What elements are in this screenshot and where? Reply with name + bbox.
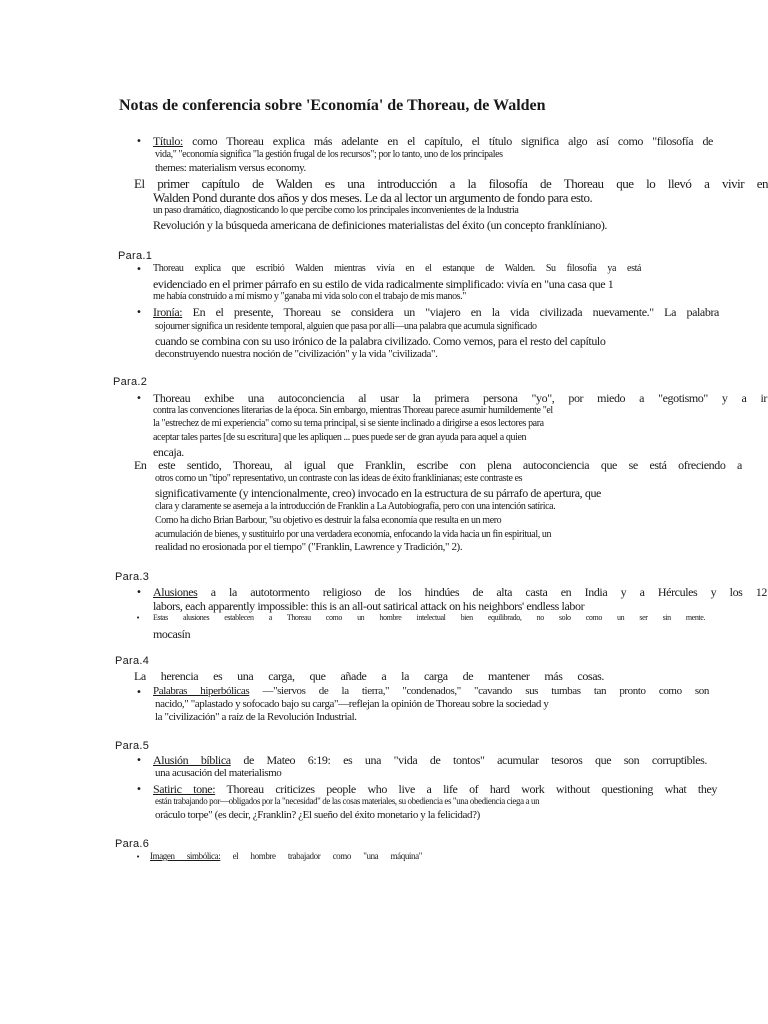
para3-bullet-1-line-1: Alusiones a la autotormento religioso de los hindúes de alta casta en India y a Hércules y los 12 bbox=[153, 585, 767, 599]
section-heading-para-2: Para.2 bbox=[113, 376, 148, 388]
para1-bullet-1-line-3: me había construido a mí mismo y "ganaba mi vida solo con el trabajo de mis manos." bbox=[153, 291, 466, 302]
intro-paragraph-line-3: un paso dramático, diagnosticando lo que percibe como los principales inconvenientes de la Industria bbox=[153, 205, 519, 216]
para4-bullet-1-line-3: la "civilización" a raíz de la Revolución Industrial. bbox=[155, 711, 357, 723]
para5-bullet-2-line-2: están trabajando por—obligados por la "necesidad" de las cosas materiales, su obediencia es "una obediencia ciega a un bbox=[155, 796, 540, 806]
para2-paragraph-line-1: En este sentido, Thoreau, al igual que Franklin, escribe con plena autoconciencia que se está ofreciendo a bbox=[134, 458, 742, 472]
para6-bullet-1-line-1: Imagen simbólica: el hombre trabajador como "una máquina" bbox=[150, 851, 422, 861]
section-heading-para-5: Para.5 bbox=[115, 740, 150, 752]
para1-bullet-2-line-3: cuando se combina con su uso irónico de la palabra civilizado. Como vemos, para el resto del capítulo bbox=[155, 334, 606, 348]
bullet: • bbox=[136, 587, 142, 598]
intro-paragraph-line-1: El primer capítulo de Walden es una introducción a la filosofía de Thoreau que lo llevó a vivir en bbox=[134, 176, 768, 191]
section-heading-para-3: Para.3 bbox=[115, 571, 150, 583]
para2-paragraph-line-2: otros como un "tipo" representativo, un contraste con las ideas de éxito franklinianas; este contraste es bbox=[155, 473, 523, 484]
para1-bullet-1-line-1: Thoreau explica que escribió Walden mientras vivía en el estanque de Walden. Su filosofía ya está bbox=[153, 263, 641, 274]
bullet: • bbox=[136, 393, 142, 404]
document-title: Notas de conferencia sobre 'Economía' de Thoreau, de Walden bbox=[119, 97, 546, 114]
symbolic-image-label: Imagen simbólica: bbox=[150, 851, 221, 861]
para2-paragraph-line-6: acumulación de bienes, y sustituirlo por una verdadera economía, enfocando la vida hacia un fin espiritual, un bbox=[155, 529, 552, 540]
para2-bullet-1-line-3: la "estrechez de mi experiencia" como su tema principal, si se siente inclinado a dirigirse a esos lectores para bbox=[153, 418, 544, 429]
satiric-tone-label: Satiric tone: bbox=[153, 782, 216, 796]
intro-bullet-1-line-1: Título: como Thoreau explica más adelante en el capítulo, el título significa algo así como "filosofía de bbox=[153, 134, 713, 148]
para3-bullet-2-line-2: mocasín bbox=[153, 627, 191, 641]
bullet: • bbox=[136, 687, 142, 698]
section-heading-para-1: Para.1 bbox=[118, 250, 153, 262]
bullet: • bbox=[136, 755, 142, 766]
hyperbolic-words-label: Palabras hiperbólicas bbox=[153, 685, 250, 697]
bullet: • bbox=[136, 784, 142, 795]
allusions-label: Alusiones bbox=[153, 585, 198, 599]
para1-bullet-2-line-1: Ironía: En el presente, Thoreau se considera un "viajero en la vida civilizada nuevamente." La palabra bbox=[153, 305, 719, 319]
para5-bullet-2-line-1: Satiric tone: Thoreau criticizes people who live a life of hard work without questioning what they bbox=[153, 782, 717, 796]
irony-label: Ironía: bbox=[153, 305, 183, 319]
para4-bullet-1-line-1: Palabras hiperbólicas —"siervos de la tierra," "condenados," "cavando sus tumbas tan pronto como son bbox=[153, 685, 709, 697]
para5-bullet-1-line-1: Alusión bíblica de Mateo 6:19: es una "vida de tontos" acumular tesoros que son corruptibles. bbox=[153, 753, 707, 767]
intro-bullet-1-line-2: vida," "economía significa "la gestión frugal de los recursos"; por lo tanto, uno de los principales bbox=[155, 149, 503, 160]
section-heading-para-6: Para.6 bbox=[115, 838, 150, 850]
para5-bullet-2-line-3: oráculo torpe" (es decir, ¿Franklin? ¿El sueño del éxito monetario y la felicidad?) bbox=[155, 809, 480, 821]
para1-bullet-2-line-4: deconstruyendo nuestra noción de "civilización" y la vida "civilizada". bbox=[155, 348, 438, 360]
bullet: • bbox=[136, 853, 141, 861]
para4-bullet-1-line-2: nacido," "aplastado y sofocado bajo su carga"—reflejan la opinión de Thoreau sobre la sociedad y bbox=[155, 698, 549, 710]
section-heading-para-4: Para.4 bbox=[115, 655, 150, 667]
bullet: • bbox=[136, 136, 142, 147]
intro-bullet-1-line-3: themes: materialism versus economy. bbox=[155, 162, 306, 174]
para3-bullet-1-line-2: labors, each apparently impossible: this is an all-out satirical attack on his neighbors' endless labor bbox=[153, 599, 585, 613]
title-label: Título: bbox=[153, 134, 183, 148]
para2-bullet-1-line-4: aceptar tales partes [de su escritura] que les apliquen ... pues puede ser de gran ayuda para aquel a quien bbox=[153, 432, 527, 443]
para2-paragraph-line-5: Como ha dicho Brian Barbour, "su objetivo es destruir la falsa economía que resulta en un mero bbox=[155, 515, 502, 526]
biblical-allusion-label: Alusión bíblica bbox=[153, 753, 231, 767]
para2-bullet-1-line-5: encaja. bbox=[153, 445, 184, 459]
para2-paragraph-line-7: realidad no erosionada por el tiempo" ("Franklin, Lawrence y Tradición," 2). bbox=[155, 541, 463, 553]
bullet: • bbox=[136, 307, 142, 318]
bullet: • bbox=[136, 264, 142, 275]
intro-paragraph-line-4: Revolución y la búsqueda americana de definiciones materialistas del éxito (un concepto franklíniano). bbox=[153, 218, 608, 232]
para2-paragraph-line-3: significativamente (y intencionalmente, creo) invocado en la estructura de su párrafo de apertura, que bbox=[155, 486, 601, 500]
para2-bullet-1-line-1: Thoreau exhibe una autoconciencia al usar la primera persona "yo", por miedo a "egotismo" y a ir bbox=[153, 391, 767, 405]
para2-paragraph-line-4: clara y claramente se asemeja a la introducción de Franklin a La Autobiografía, pero con una intención satírica. bbox=[155, 501, 556, 512]
para3-bullet-2-line-1: Estas alusiones establecen a Thoreau como un hombre intelectual bien equilibrado, no solo como un ser sin mente. bbox=[153, 613, 705, 622]
para2-bullet-1-line-2: contra las convenciones literarias de la época. Sin embargo, mientras Thoreau parece asumir humildemente "el bbox=[153, 405, 553, 416]
para1-bullet-1-line-2: evidenciado en el primer párrafo en su estilo de vida radicalmente simplificado: vivía en "una casa que 1 bbox=[153, 277, 614, 291]
para1-bullet-2-line-2: sojourner significa un residente temporal, alguien que pasa por allí—una palabra que acumula significado bbox=[155, 321, 537, 332]
para4-paragraph-line-1: La herencia es una carga, que añade a la carga de mantener más cosas. bbox=[134, 669, 604, 683]
para5-bullet-1-line-2: una acusación del materialismo bbox=[155, 767, 282, 779]
bullet: • bbox=[136, 614, 141, 622]
intro-paragraph-line-2: Walden Pond durante dos años y dos meses. Le da al lector un argumento de fondo para esto. bbox=[153, 190, 593, 205]
